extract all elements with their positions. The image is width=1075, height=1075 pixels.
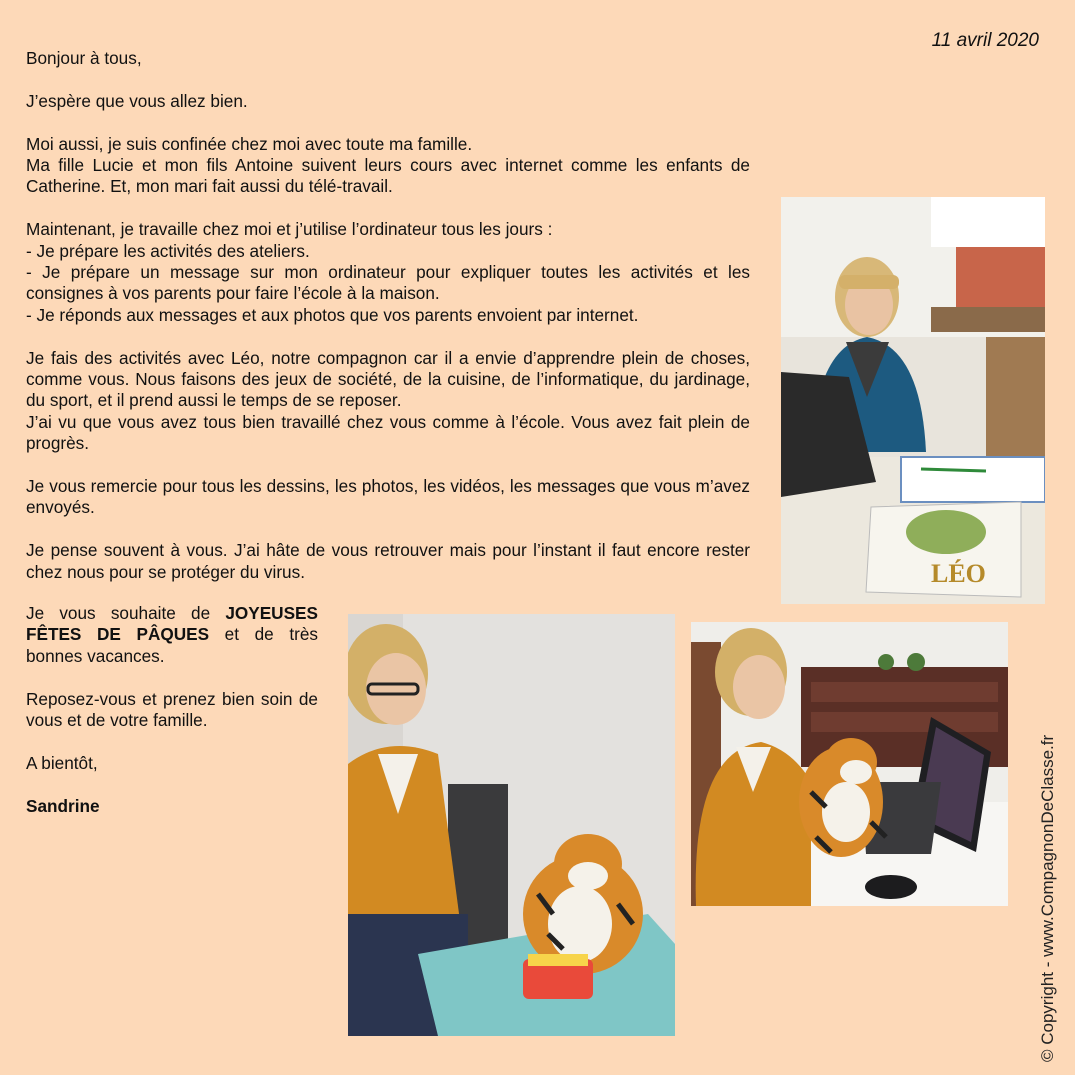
work-paragraph bbox=[26, 219, 750, 326]
hope-line: J’espère que vous allez bien. bbox=[26, 90, 248, 111]
family-line-2: Ma fille Lucie et mon fils Antoine suivent leurs cours avec internet comme les enfants de Catherine. Et, mon mari fait aussi du télé-travail. bbox=[26, 155, 750, 197]
family-line-1: Moi aussi, je suis confinée chez moi avec toute ma famille. bbox=[26, 133, 473, 154]
missing-paragraph: Je pense souvent à vous. J’ai hâte de vous retrouver mais pour l’instant il faut encore rester chez nous pour se protéger du virus. bbox=[26, 540, 750, 582]
rest-wish: Reposez-vous et prenez bien soin de vous et de votre famille. bbox=[26, 688, 318, 731]
family-paragraph bbox=[26, 134, 750, 198]
easter-wish bbox=[26, 603, 318, 667]
leo-line-1: Je fais des activités avec Léo, notre compagnon car il a envie d’apprendre plein de choses, comme vous. Nous faisons des jeux de société, de la cuisine, de l’informatique, du jardinage, du sport, et il prend aussi le temps de se reposer. bbox=[26, 347, 750, 411]
letter-date: 11 avril 2020 bbox=[931, 30, 1039, 51]
photo-teacher-tiger-computer bbox=[691, 622, 1008, 906]
work-item-2: - Je prépare un message sur mon ordinateur pour expliquer toutes les activités et les consignes à vos parents pour faire l’école à la maison. bbox=[26, 262, 750, 304]
wish-text-start: Je vous souhaite de bbox=[26, 603, 226, 623]
photo-teacher-laptop bbox=[781, 197, 1045, 604]
signature-name: Sandrine bbox=[26, 795, 100, 816]
signature bbox=[26, 796, 318, 817]
leo-paragraph bbox=[26, 348, 750, 455]
letter-body bbox=[26, 48, 750, 604]
thanks-paragraph: Je vous remercie pour tous les dessins, les photos, les vidéos, les messages que vous m’avez envoyés. bbox=[26, 476, 750, 518]
wish-text-end: et de très bonnes vacances. bbox=[26, 624, 319, 666]
copyright-notice: © Copyright - www.CompagnonDeClasse.fr bbox=[1038, 734, 1057, 1062]
leo-line-2: J’ai vu que vous avez tous bien travaillé chez vous comme à l’école. Vous avez fait plein de progrès. bbox=[26, 411, 750, 454]
farewell: A bientôt, bbox=[26, 752, 98, 773]
wish-highlight: JOYEUSES FÊTES DE PÂQUES bbox=[26, 603, 318, 645]
work-item-1: - Je prépare les activités des ateliers. bbox=[26, 240, 310, 261]
greeting: Bonjour à tous, bbox=[26, 48, 142, 68]
photo-teacher-tiger-table bbox=[348, 614, 675, 1036]
book-title: LÉO bbox=[931, 559, 986, 588]
work-item-3: - Je réponds aux messages et aux photos que vos parents envoient par internet. bbox=[26, 304, 639, 325]
work-intro: Maintenant, je travaille chez moi et j’utilise l’ordinateur tous les jours : bbox=[26, 219, 553, 240]
letter-closing bbox=[26, 603, 318, 838]
